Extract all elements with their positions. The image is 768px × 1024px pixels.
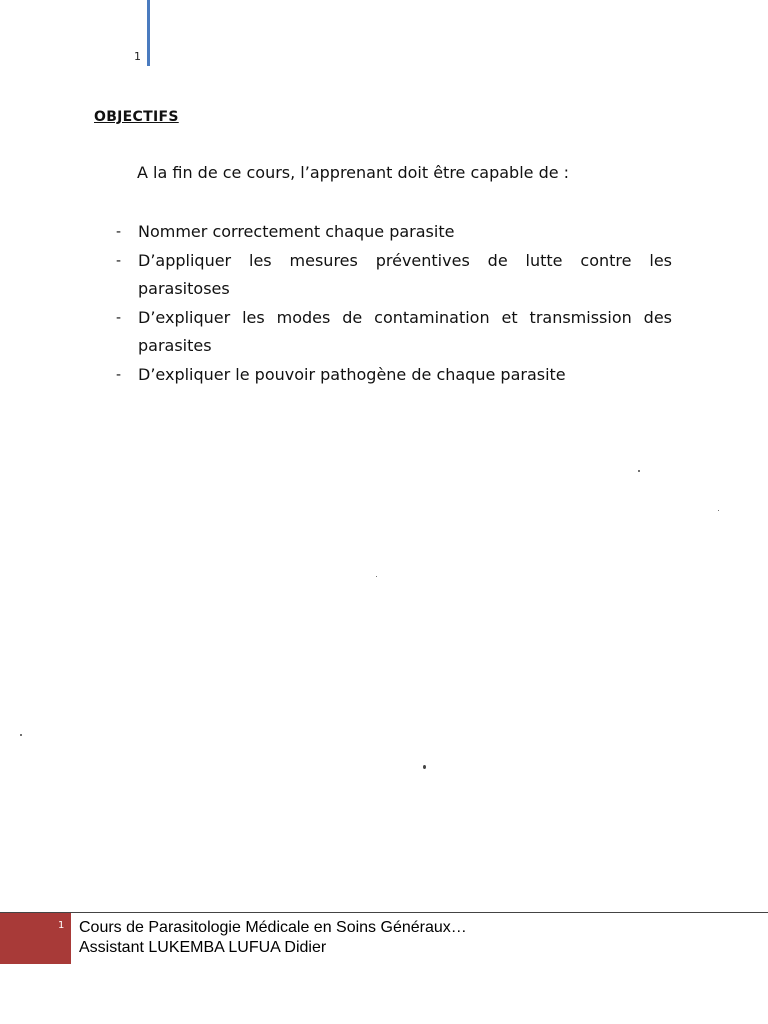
scan-speck [376,576,377,577]
bullet-dash: - [116,253,122,269]
footer-rule [0,912,768,913]
list-item [110,247,672,303]
list-item [110,218,672,246]
scan-speck [718,510,719,511]
intro-paragraph: A la fin de ce cours, l’apprenant doit être capable de : [137,163,570,182]
list-item [110,304,672,360]
footer-page-number: 1 [58,920,65,931]
header-rule [147,0,150,66]
objective-text: Nommer correctement chaque parasite [138,222,455,241]
footer-course-title: Cours de Parasitologie Médicale en Soins Généraux… [79,919,467,936]
bullet-dash: - [116,310,122,326]
objective-text: D’expliquer les modes de contamination et transmission des parasites [138,308,672,355]
bullet-dash: - [116,367,122,383]
scan-speck [20,734,22,736]
bullet-dash: - [116,224,122,240]
scan-speck [423,765,426,769]
scan-speck [638,470,640,472]
section-heading: OBJECTIFS [94,109,179,125]
list-item [110,361,672,389]
header-page-number: 1 [134,50,141,63]
objectives-list [110,218,672,390]
footer-text [79,918,467,958]
footer-author: Assistant LUKEMBA LUFUA Didier [79,939,327,956]
objective-text: D’appliquer les mesures préventives de lutte contre les parasitoses [138,251,672,298]
objective-text: D’expliquer le pouvoir pathogène de chaque parasite [138,365,566,384]
